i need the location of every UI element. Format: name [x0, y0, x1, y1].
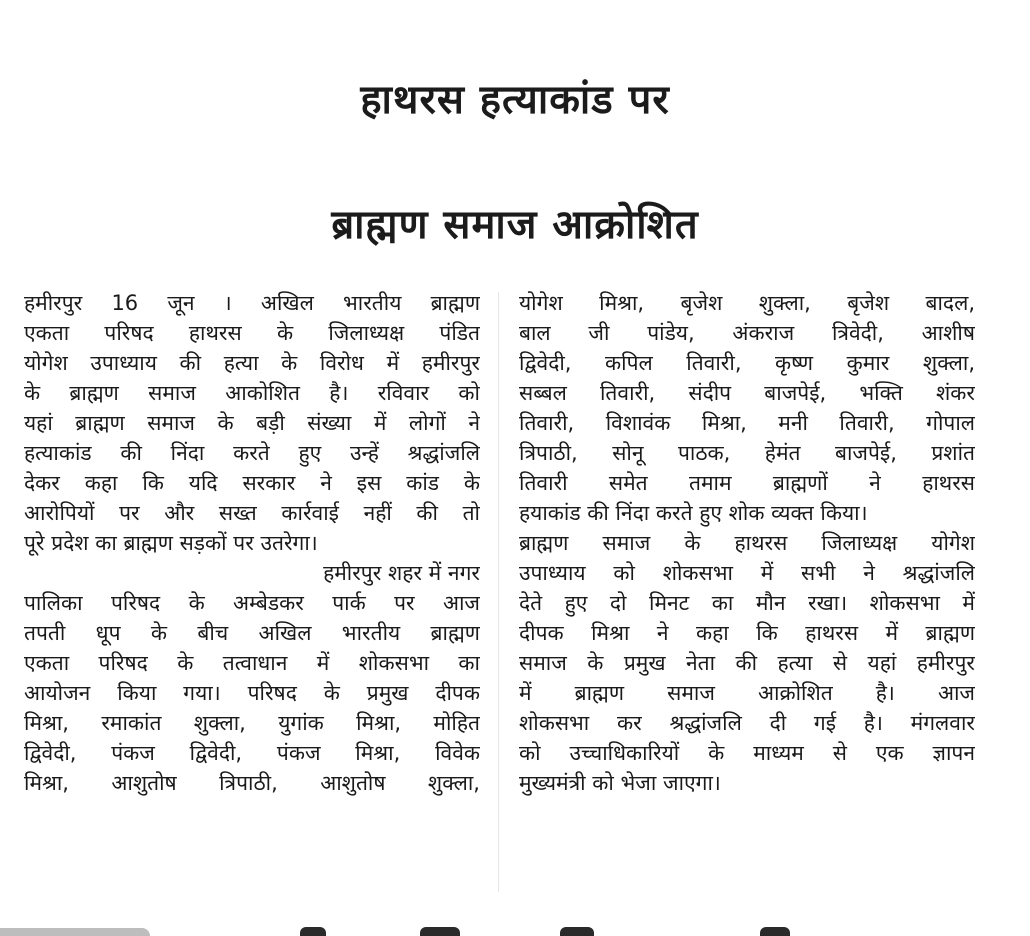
- article-line: द्विवेदी, पंकज द्विवेदी, पंकज मिश्रा, विवेक: [24, 741, 480, 765]
- article-line: हमीरपुर शहर में नगर: [323, 561, 480, 585]
- article-line: आयोजन किया गया। परिषद के प्रमुख दीपक: [24, 681, 480, 705]
- article-line: आरोपियों पर और सख्त कार्रवाई नहीं की तो: [24, 501, 480, 525]
- article-line: एकता परिषद के तत्वाधान में शोकसभा का: [24, 651, 480, 675]
- article-line: मिश्रा, रमाकांत शुक्ला, युगांक मिश्रा, मोहित: [24, 711, 480, 735]
- article-line: योगेश उपाध्याय की हत्या के विरोध में हमीरपुर: [24, 351, 480, 375]
- headline-line-1: हाथरस हत्याकांड पर: [360, 77, 670, 123]
- article-line: के ब्राह्मण समाज आकोशित है। रविवार को: [24, 381, 480, 405]
- article-line: को उच्चाधिकारियों के माध्यम से एक ज्ञापन: [519, 741, 975, 765]
- article-line: देते हुए दो मिनट का मौन रखा। शोकसभा में: [519, 591, 975, 615]
- article-line: बाल जी पांडेय, अंकराज त्रिवेदी, आशीष: [519, 321, 975, 345]
- article-line: देकर कहा कि यदि सरकार ने इस कांड के: [24, 471, 480, 495]
- cropped-rule: [0, 928, 150, 936]
- article-line: मिश्रा, आशुतोष त्रिपाठी, आशुतोष शुक्ला,: [24, 771, 480, 795]
- article-line: तिवारी, विशावंक मिश्रा, मनी तिवारी, गोपाल: [519, 411, 975, 435]
- article-line: हत्याकांड की निंदा करते हुए उन्हें श्रद्धांजलि: [24, 441, 480, 465]
- article-line: यहां ब्राह्मण समाज के बड़ी संख्या में लोगों ने: [24, 411, 480, 435]
- article-line: उपाध्याय को शोकसभा में सभी ने श्रद्धांजलि: [519, 561, 975, 585]
- headline-line-2: ब्राह्मण समाज आक्रोशित: [331, 202, 699, 248]
- article-line: सब्बल तिवारी, संदीप बाजपेई, भक्ति शंकर: [519, 381, 975, 405]
- article-column-left: [24, 288, 480, 798]
- article-line: योगेश मिश्रा, बृजेश शुक्ला, बृजेश बादल,: [519, 291, 975, 315]
- article-line: मुख्यमंत्री को भेजा जाएगा।: [519, 771, 721, 795]
- article-line: हमीरपुर 16 जून । अखिल भारतीय ब्राह्मण: [24, 291, 480, 315]
- article-line: समाज के प्रमुख नेता की हत्या से यहां हमीरपुर: [519, 651, 975, 675]
- article-line: हयाकांड की निंदा करते हुए शोक व्यक्त किया।: [519, 501, 868, 525]
- article-line: ब्राह्मण समाज के हाथरस जिलाध्यक्ष योगेश: [519, 531, 975, 555]
- article-line: त्रिपाठी, सोनू पाठक, हेमंत बाजपेई, प्रशांत: [519, 441, 975, 465]
- article-line: तपती धूप के बीच अखिल भारतीय ब्राह्मण: [24, 621, 480, 645]
- next-headline-fragment: [0, 924, 1030, 936]
- article-line: दीपक मिश्रा ने कहा कि हाथरस में ब्राह्मण: [519, 621, 975, 645]
- cropped-glyph: [300, 927, 326, 936]
- article-line: द्विवेदी, कपिल तिवारी, कृष्ण कुमार शुक्ला,: [519, 351, 975, 375]
- column-divider: [498, 292, 499, 892]
- article-line: तिवारी समेत तमाम ब्राह्मणों ने हाथरस: [519, 471, 975, 495]
- article-column-right: [519, 288, 975, 798]
- cropped-glyph: [760, 927, 790, 936]
- article-line: शोकसभा कर श्रद्धांजलि दी गई है। मंगलवार: [519, 711, 975, 735]
- cropped-glyph: [560, 927, 594, 936]
- article-line: में ब्राह्मण समाज आक्रोशित है। आज: [519, 681, 975, 705]
- article-line: एकता परिषद हाथरस के जिलाध्यक्ष पंडित: [24, 321, 480, 345]
- cropped-glyph: [420, 927, 460, 936]
- article-line: पालिका परिषद के अम्बेडकर पार्क पर आज: [24, 591, 480, 615]
- article-line: पूरे प्रदेश का ब्राह्मण सड़कों पर उतरेगा।: [24, 531, 318, 555]
